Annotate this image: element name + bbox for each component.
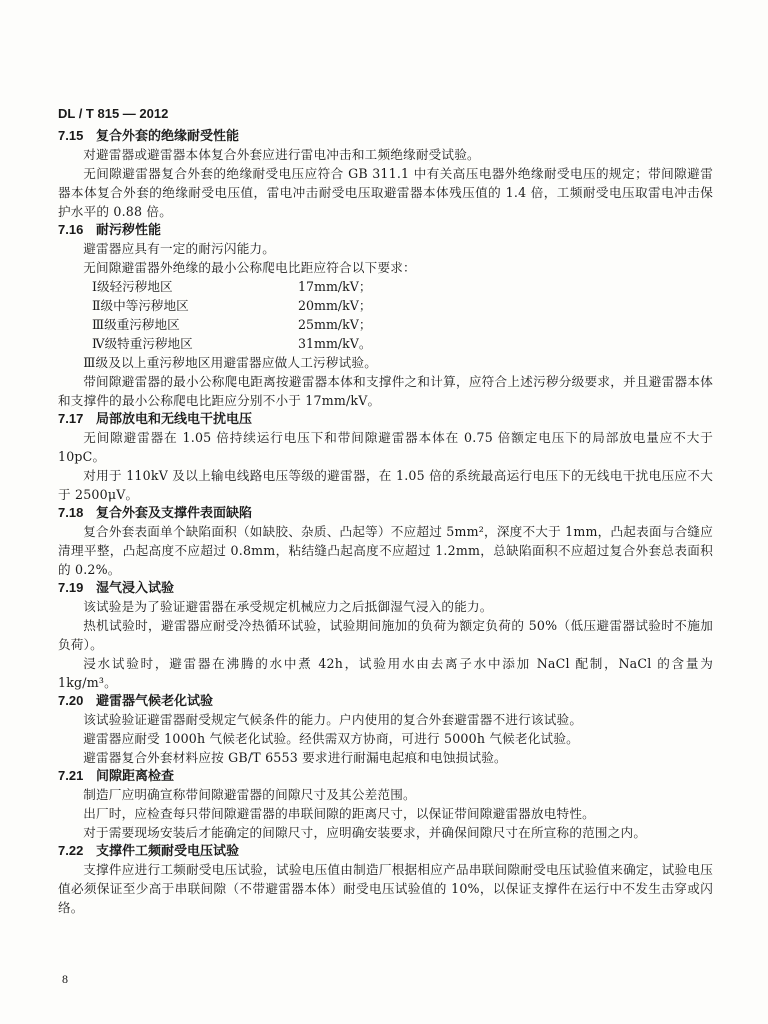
- section-number: 7.18: [58, 505, 84, 520]
- paragraph: 对避雷器或避雷器本体复合外套应进行雷电冲击和工频绝缘耐受试验。: [83, 147, 480, 162]
- section-title: 避雷器气候老化试验: [96, 694, 214, 709]
- section-title: 湿气浸入试验: [96, 581, 175, 596]
- section-7-17: [58, 410, 713, 504]
- section-title: 支撑件工频耐受电压试验: [96, 844, 240, 859]
- list-item: [58, 334, 713, 353]
- section-title: 局部放电和无线电干扰电压: [96, 412, 253, 427]
- paragraph: 无间隙避雷器外绝缘的最小公称爬电比距应符合以下要求：: [83, 260, 416, 275]
- list-item: [58, 296, 713, 315]
- section-heading: [58, 579, 713, 597]
- pollution-level-list: [58, 277, 713, 353]
- standard-code-header: DL / T 815 — 2012: [58, 106, 169, 121]
- paragraph: 出厂时，应检查每只带间隙避雷器的串联间隙的距离尺寸，以保证带间隙避雷器放电特性。: [83, 806, 595, 821]
- paragraph: 浸水试验时，避雷器在沸腾的水中煮 42h，试验用水由去离子水中添加 NaCl 配制，NaCl 的含量为 1kg/m³。: [58, 656, 713, 690]
- section-heading: [58, 127, 713, 145]
- paragraph: 制造厂应明确宣称带间隙避雷器的间隙尺寸及其公差范围。: [83, 787, 416, 802]
- section-number: 7.17: [58, 411, 84, 426]
- paragraph: 复合外套表面单个缺陷面积（如缺胶、杂质、凸起等）不应超过 5mm²，深度不大于 1mm，凸起表面与合缝应清理平整，凸起高度不应超过 0.8mm，粘结缝凸起高度不应超过 1.2mm，总缺陷面积不应超过复合外套总表面积的 0.2%。: [58, 524, 713, 577]
- section-number: 7.22: [58, 843, 84, 858]
- section-heading: [58, 504, 713, 522]
- paragraph: 该试验验证避雷器耐受规定气候条件的能力。户内使用的复合外套避雷器不进行该试验。: [83, 712, 583, 727]
- section-7-16: [58, 221, 713, 410]
- paragraph: 避雷器复合外套材料应按 GB/T 6553 要求进行耐漏电起痕和电蚀损试验。: [83, 750, 507, 765]
- section-number: 7.20: [58, 693, 84, 708]
- paragraph: 对于需要现场安装后才能确定的间隙尺寸，应明确安装要求，并确保间隙尺寸在所宣称的范围之内。: [83, 825, 647, 840]
- section-title: 间隙距离检查: [96, 769, 175, 784]
- section-number: 7.16: [58, 222, 84, 237]
- section-heading: [58, 842, 713, 860]
- paragraph: 无间隙避雷器复合外套的绝缘耐受电压应符合 GB 311.1 中有关高压电器外绝缘耐受电压的规定；带间隙避雷器本体复合外套的绝缘耐受电压值，雷电冲击耐受电压取避雷器本体残压值的 1.4 倍，工频耐受电压取雷电冲击保护水平的 0.88 倍。: [58, 166, 713, 219]
- section-7-22: [58, 842, 713, 917]
- section-title: 耐污秽性能: [96, 223, 162, 238]
- creepage-distance-value: 17mm/kV；: [298, 279, 372, 294]
- list-item: [58, 277, 713, 296]
- section-title: 复合外套及支撑件表面缺陷: [96, 506, 253, 521]
- section-7-15: [58, 127, 713, 221]
- section-7-20: [58, 692, 713, 767]
- pollution-level-label: Ⅱ级中等污秽地区: [92, 298, 189, 313]
- section-title: 复合外套的绝缘耐受性能: [96, 129, 240, 144]
- section-7-19: [58, 579, 713, 692]
- section-7-18: [58, 504, 713, 579]
- section-heading: [58, 221, 713, 239]
- paragraph: 避雷器应具有一定的耐污闪能力。: [83, 241, 276, 256]
- creepage-distance-value: 20mm/kV；: [298, 298, 372, 313]
- pollution-level-label: Ⅰ级轻污秽地区: [92, 279, 173, 294]
- paragraph: Ⅲ级及以上重污秽地区用避雷器应做人工污秽试验。: [83, 355, 377, 370]
- paragraph: 避雷器应耐受 1000h 气候老化试验。经供需双方协商，可进行 5000h 气候老化试验。: [83, 731, 579, 746]
- creepage-distance-value: 25mm/kV；: [298, 317, 372, 332]
- section-7-21: [58, 767, 713, 842]
- creepage-distance-value: 31mm/kV。: [298, 336, 372, 351]
- section-heading: [58, 692, 713, 710]
- section-number: 7.15: [58, 128, 84, 143]
- paragraph: 热机试验时，避雷器应耐受冷热循环试验，试验期间施加的负荷为额定负荷的 50%（低压避雷器试验时不施加负荷）。: [58, 618, 713, 652]
- document-body: [58, 127, 713, 917]
- section-number: 7.21: [58, 768, 84, 783]
- paragraph: 对用于 110kV 及以上输电线路电压等级的避雷器，在 1.05 倍的系统最高运行电压下的无线电干扰电压应不大于 2500μV。: [58, 468, 713, 502]
- paragraph: 带间隙避雷器的最小公称爬电距离按避雷器本体和支撑件之和计算，应符合上述污秽分级要求，并且避雷器本体和支撑件的最小公称爬电比距应分别不小于 17mm/kV。: [58, 374, 713, 408]
- section-heading: [58, 767, 713, 785]
- pollution-level-label: Ⅲ级重污秽地区: [92, 317, 180, 332]
- pollution-level-label: Ⅳ级特重污秽地区: [92, 336, 193, 351]
- paragraph: 无间隙避雷器在 1.05 倍持续运行电压下和带间隙避雷器本体在 0.75 倍额定电压下的局部放电量应不大于 10pC。: [58, 430, 713, 464]
- page-number: 8: [62, 972, 68, 986]
- section-heading: [58, 410, 713, 428]
- list-item: [58, 315, 713, 334]
- section-number: 7.19: [58, 580, 84, 595]
- paragraph: 支撑件应进行工频耐受电压试验，试验电压值由制造厂根据相应产品串联间隙耐受电压试验值来确定，试验电压值必须保证至少高于串联间隙（不带避雷器本体）耐受电压试验值的 10%，以保证支撑件在运行中不发生击穿或闪络。: [58, 862, 713, 915]
- paragraph: 该试验是为了验证避雷器在承受规定机械应力之后抵御湿气浸入的能力。: [83, 599, 493, 614]
